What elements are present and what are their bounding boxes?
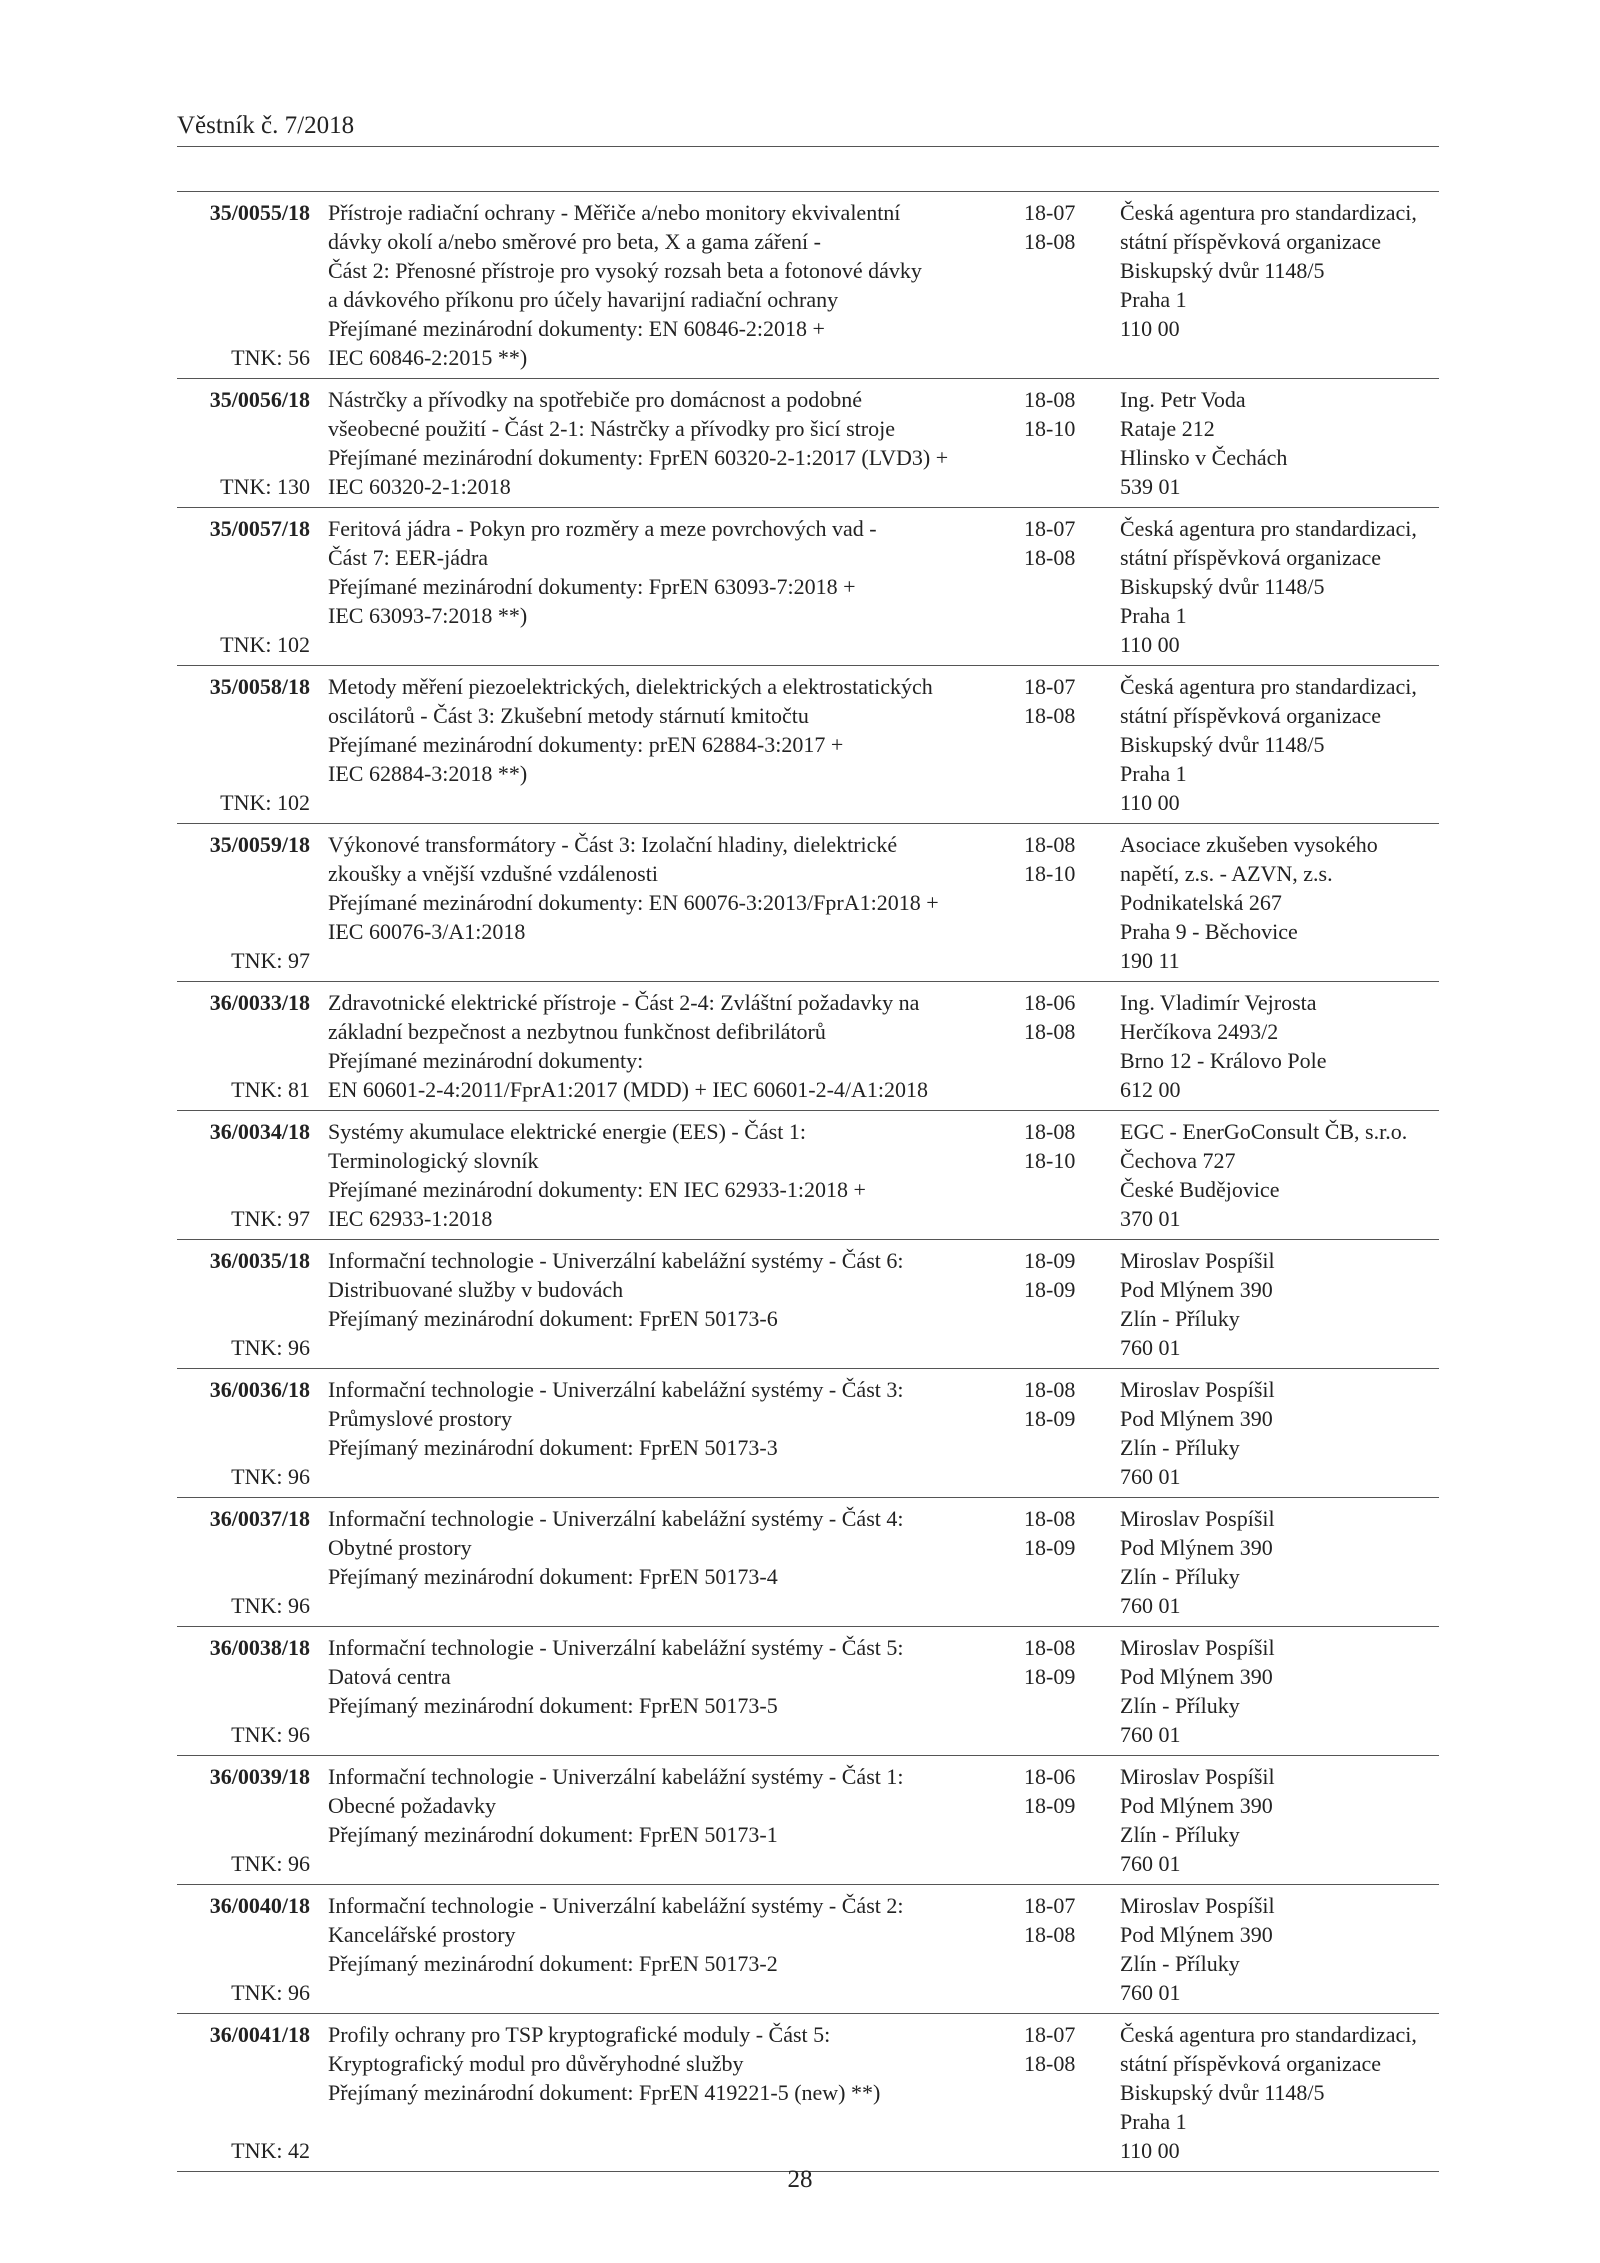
title-line: Nástrčky a přívodky na spotřebiče pro domácnost a podobné xyxy=(328,387,862,412)
date-line: 18-08 xyxy=(1024,1019,1076,1044)
table-row xyxy=(177,1498,1439,1627)
processor-line: Miroslav Pospíšil xyxy=(1120,1764,1275,1789)
standard-title-cell xyxy=(310,385,1020,501)
dates-cell xyxy=(1020,514,1102,659)
title-line: a dávkového příkonu pro účely havarijní radiační ochrany xyxy=(328,287,839,312)
table-row xyxy=(177,1369,1439,1498)
date-line: 18-08 xyxy=(1024,1377,1076,1402)
dates-cell xyxy=(1020,1633,1102,1749)
record-number: 36/0035/18 xyxy=(209,1248,310,1273)
processor-line: Brno 12 - Královo Pole xyxy=(1120,1048,1327,1073)
title-line: Přejímaný mezinárodní dokument: FprEN 50173-4 xyxy=(328,1564,778,1589)
record-id-cell xyxy=(177,1891,310,2007)
processor-line: napětí, z.s. - AZVN, z.s. xyxy=(1120,861,1333,886)
title-line: Zdravotnické elektrické přístroje - Část 2-4: Zvláštní požadavky na xyxy=(328,990,920,1015)
date-line: 18-07 xyxy=(1024,516,1076,541)
table-row xyxy=(177,982,1439,1111)
tnk-code: TNK: 96 xyxy=(231,1722,310,1747)
dates-cell xyxy=(1020,1504,1102,1620)
title-line: Informační technologie - Univerzální kabelážní systémy - Část 6: xyxy=(328,1248,904,1273)
tnk-code: TNK: 96 xyxy=(231,1980,310,2005)
processor-line: 612 00 xyxy=(1120,1077,1181,1102)
tnk-code: TNK: 42 xyxy=(231,2138,310,2163)
record-number: 36/0034/18 xyxy=(209,1119,310,1144)
processor-line: Miroslav Pospíšil xyxy=(1120,1506,1275,1531)
title-line: Část 2: Přenosné přístroje pro vysoký rozsah beta a fotonové dávky xyxy=(328,258,922,283)
standard-title-cell xyxy=(310,1117,1020,1233)
title-line: Metody měření piezoelektrických, dielektrických a elektrostatických xyxy=(328,674,933,699)
header-rule xyxy=(177,146,1439,147)
processor-line: Asociace zkušeben vysokého xyxy=(1120,832,1378,857)
processor-line: Zlín - Příluky xyxy=(1120,1306,1240,1331)
title-line: základní bezpečnost a nezbytnou funkčnost defibrilátorů xyxy=(328,1019,826,1044)
standard-title-cell xyxy=(310,1891,1020,2007)
table-row xyxy=(177,824,1439,982)
standard-title-cell xyxy=(310,830,1020,975)
processor-line: Pod Mlýnem 390 xyxy=(1120,1406,1273,1431)
title-line: Přejímané mezinárodní dokumenty: FprEN 63093-7:2018 + xyxy=(328,574,856,599)
title-line: Informační technologie - Univerzální kabelážní systémy - Část 5: xyxy=(328,1635,904,1660)
title-line: Přejímaný mezinárodní dokument: FprEN 50173-6 xyxy=(328,1306,778,1331)
processor-line: 370 01 xyxy=(1120,1206,1181,1231)
processor-line: 110 00 xyxy=(1120,316,1180,341)
processor-line: státní příspěvková organizace xyxy=(1120,229,1382,254)
standards-table xyxy=(177,191,1439,2172)
dates-cell xyxy=(1020,1117,1102,1233)
title-line: zkoušky a vnější vzdušné vzdálenosti xyxy=(328,861,658,886)
date-line: 18-10 xyxy=(1024,1148,1076,1173)
record-number: 36/0041/18 xyxy=(209,2022,310,2047)
processor-line: 760 01 xyxy=(1120,1464,1181,1489)
title-line: Přejímané mezinárodní dokumenty: FprEN 60320-2-1:2017 (LVD3) + xyxy=(328,445,949,470)
record-id-cell xyxy=(177,1633,310,1749)
processor-line: České Budějovice xyxy=(1120,1177,1280,1202)
processor-line: Hlinsko v Čechách xyxy=(1120,445,1288,470)
dates-cell xyxy=(1020,1246,1102,1362)
title-line: Přejímaný mezinárodní dokument: FprEN 50173-1 xyxy=(328,1822,778,1847)
processor-cell xyxy=(1102,1117,1439,1233)
processor-line: Praha 1 xyxy=(1120,287,1187,312)
title-line: IEC 60846-2:2015 **) xyxy=(328,345,528,370)
dates-cell xyxy=(1020,672,1102,817)
date-line: 18-08 xyxy=(1024,2051,1076,2076)
tnk-code: TNK: 56 xyxy=(231,345,310,370)
processor-line: Čechova 727 xyxy=(1120,1148,1236,1173)
record-number: 35/0058/18 xyxy=(209,674,310,699)
processor-line: státní příspěvková organizace xyxy=(1120,703,1382,728)
processor-line: Zlín - Příluky xyxy=(1120,1693,1240,1718)
title-line: Přejímané mezinárodní dokumenty: xyxy=(328,1048,644,1073)
processor-line: Biskupský dvůr 1148/5 xyxy=(1120,574,1325,599)
processor-line: státní příspěvková organizace xyxy=(1120,2051,1382,2076)
record-id-cell xyxy=(177,1117,310,1233)
processor-line: Miroslav Pospíšil xyxy=(1120,1377,1275,1402)
title-line: Terminologický slovník xyxy=(328,1148,539,1173)
date-line: 18-09 xyxy=(1024,1406,1076,1431)
date-line: 18-10 xyxy=(1024,861,1076,886)
record-number: 35/0057/18 xyxy=(209,516,310,541)
processor-cell xyxy=(1102,198,1439,372)
date-line: 18-09 xyxy=(1024,1277,1076,1302)
date-line: 18-10 xyxy=(1024,416,1076,441)
date-line: 18-09 xyxy=(1024,1793,1076,1818)
date-line: 18-07 xyxy=(1024,1893,1076,1918)
title-line: Kancelářské prostory xyxy=(328,1922,516,1947)
tnk-code: TNK: 81 xyxy=(231,1077,310,1102)
tnk-code: TNK: 97 xyxy=(231,948,310,973)
record-id-cell xyxy=(177,1504,310,1620)
title-line: Přístroje radiační ochrany - Měřiče a/nebo monitory ekvivalentní xyxy=(328,200,901,225)
title-line: Přejímaný mezinárodní dokument: FprEN 50173-5 xyxy=(328,1693,778,1718)
date-line: 18-06 xyxy=(1024,1764,1076,1789)
title-line: Informační technologie - Univerzální kabelážní systémy - Část 4: xyxy=(328,1506,904,1531)
processor-line: 760 01 xyxy=(1120,1335,1181,1360)
table-row xyxy=(177,1111,1439,1240)
title-line: Informační technologie - Univerzální kabelážní systémy - Část 3: xyxy=(328,1377,904,1402)
table-row xyxy=(177,1627,1439,1756)
table-row xyxy=(177,192,1439,379)
standard-title-cell xyxy=(310,672,1020,817)
processor-line: Ing. Petr Voda xyxy=(1120,387,1246,412)
record-id-cell xyxy=(177,830,310,975)
record-id-cell xyxy=(177,672,310,817)
dates-cell xyxy=(1020,1375,1102,1491)
date-line: 18-08 xyxy=(1024,387,1076,412)
processor-cell xyxy=(1102,1633,1439,1749)
processor-line: Podnikatelská 267 xyxy=(1120,890,1282,915)
tnk-code: TNK: 96 xyxy=(231,1335,310,1360)
tnk-code: TNK: 130 xyxy=(220,474,310,499)
dates-cell xyxy=(1020,830,1102,975)
tnk-code: TNK: 102 xyxy=(220,632,310,657)
standard-title-cell xyxy=(310,1633,1020,1749)
title-line: Informační technologie - Univerzální kabelážní systémy - Část 1: xyxy=(328,1764,904,1789)
processor-line: Zlín - Příluky xyxy=(1120,1435,1240,1460)
date-line: 18-09 xyxy=(1024,1664,1076,1689)
record-number: 36/0033/18 xyxy=(209,990,310,1015)
record-number: 35/0059/18 xyxy=(209,832,310,857)
dates-cell xyxy=(1020,988,1102,1104)
processor-line: Biskupský dvůr 1148/5 xyxy=(1120,2080,1325,2105)
standard-title-cell xyxy=(310,988,1020,1104)
processor-line: Pod Mlýnem 390 xyxy=(1120,1535,1273,1560)
standard-title-cell xyxy=(310,1762,1020,1878)
processor-line: Pod Mlýnem 390 xyxy=(1120,1793,1273,1818)
title-line: Přejímaný mezinárodní dokument: FprEN 50173-3 xyxy=(328,1435,778,1460)
processor-line: státní příspěvková organizace xyxy=(1120,545,1382,570)
dates-cell xyxy=(1020,385,1102,501)
processor-line: 760 01 xyxy=(1120,1980,1181,2005)
processor-line: Pod Mlýnem 390 xyxy=(1120,1922,1273,1947)
processor-line: 190 11 xyxy=(1120,948,1180,973)
title-line: Průmyslové prostory xyxy=(328,1406,512,1431)
title-line: Obytné prostory xyxy=(328,1535,472,1560)
record-number: 36/0039/18 xyxy=(209,1764,310,1789)
record-id-cell xyxy=(177,385,310,501)
standard-title-cell xyxy=(310,1375,1020,1491)
processor-line: 760 01 xyxy=(1120,1593,1181,1618)
record-id-cell xyxy=(177,988,310,1104)
processor-line: Zlín - Příluky xyxy=(1120,1564,1240,1589)
processor-line: Praha 1 xyxy=(1120,2109,1187,2134)
processor-line: Praha 1 xyxy=(1120,761,1187,786)
page-number: 28 xyxy=(787,2166,813,2193)
date-line: 18-08 xyxy=(1024,1922,1076,1947)
table-row xyxy=(177,508,1439,666)
processor-line: Česká agentura pro standardizaci, xyxy=(1120,2022,1417,2047)
title-line: Kryptografický modul pro důvěryhodné služby xyxy=(328,2051,744,2076)
title-line: Část 7: EER-jádra xyxy=(328,545,489,570)
processor-cell xyxy=(1102,514,1439,659)
standard-title-cell xyxy=(310,1504,1020,1620)
record-id-cell xyxy=(177,1762,310,1878)
processor-line: Miroslav Pospíšil xyxy=(1120,1248,1275,1273)
record-id-cell xyxy=(177,1375,310,1491)
title-line: Feritová jádra - Pokyn pro rozměry a meze povrchových vad - xyxy=(328,516,877,541)
processor-cell xyxy=(1102,1762,1439,1878)
table-row xyxy=(177,666,1439,824)
record-number: 36/0038/18 xyxy=(209,1635,310,1660)
table-row xyxy=(177,379,1439,508)
record-id-cell xyxy=(177,198,310,372)
processor-line: Rataje 212 xyxy=(1120,416,1215,441)
processor-line: Miroslav Pospíšil xyxy=(1120,1635,1275,1660)
title-line: Přejímané mezinárodní dokumenty: EN IEC 62933-1:2018 + xyxy=(328,1177,866,1202)
title-line: Přejímané mezinárodní dokumenty: EN 60076-3:2013/FprA1:2018 + xyxy=(328,890,939,915)
processor-cell xyxy=(1102,385,1439,501)
title-line: Profily ochrany pro TSP kryptografické moduly - Část 5: xyxy=(328,2022,831,2047)
processor-line: 110 00 xyxy=(1120,2138,1180,2163)
processor-cell xyxy=(1102,2020,1439,2165)
record-number: 36/0036/18 xyxy=(209,1377,310,1402)
processor-line: Praha 9 - Běchovice xyxy=(1120,919,1298,944)
title-line: Distribuované služby v budovách xyxy=(328,1277,624,1302)
date-line: 18-08 xyxy=(1024,703,1076,728)
processor-cell xyxy=(1102,988,1439,1104)
date-line: 18-08 xyxy=(1024,229,1076,254)
date-line: 18-08 xyxy=(1024,1635,1076,1660)
date-line: 18-07 xyxy=(1024,2022,1076,2047)
title-line: dávky okolí a/nebo směrové pro beta, X a gama záření - xyxy=(328,229,821,254)
title-line: oscilátorů - Část 3: Zkušební metody stárnutí kmitočtu xyxy=(328,703,809,728)
table-row xyxy=(177,1885,1439,2014)
date-line: 18-08 xyxy=(1024,545,1076,570)
processor-line: Pod Mlýnem 390 xyxy=(1120,1277,1273,1302)
processor-line: 760 01 xyxy=(1120,1851,1181,1876)
dates-cell xyxy=(1020,1891,1102,2007)
processor-line: 539 01 xyxy=(1120,474,1181,499)
page-header: Věstník č. 7/2018 xyxy=(177,112,355,139)
processor-line: 760 01 xyxy=(1120,1722,1181,1747)
processor-line: Herčíkova 2493/2 xyxy=(1120,1019,1279,1044)
processor-line: Zlín - Příluky xyxy=(1120,1822,1240,1847)
record-id-cell xyxy=(177,514,310,659)
processor-line: EGC - EnerGoConsult ČB, s.r.o. xyxy=(1120,1119,1408,1144)
record-number: 35/0056/18 xyxy=(209,387,310,412)
date-line: 18-09 xyxy=(1024,1535,1076,1560)
standard-title-cell xyxy=(310,1246,1020,1362)
processor-line: Biskupský dvůr 1148/5 xyxy=(1120,732,1325,757)
processor-line: Pod Mlýnem 390 xyxy=(1120,1664,1273,1689)
processor-line: Zlín - Příluky xyxy=(1120,1951,1240,1976)
title-line: Datová centra xyxy=(328,1664,451,1689)
title-line: Výkonové transformátory - Část 3: Izolační hladiny, dielektrické xyxy=(328,832,898,857)
processor-line: 110 00 xyxy=(1120,632,1180,657)
title-line: všeobecné použití - Část 2-1: Nástrčky a přívodky pro šicí stroje xyxy=(328,416,895,441)
standard-title-cell xyxy=(310,2020,1020,2165)
dates-cell xyxy=(1020,1762,1102,1878)
processor-line: Česká agentura pro standardizaci, xyxy=(1120,200,1417,225)
processor-line: Miroslav Pospíšil xyxy=(1120,1893,1275,1918)
processor-line: Praha 1 xyxy=(1120,603,1187,628)
processor-cell xyxy=(1102,830,1439,975)
date-line: 18-08 xyxy=(1024,1119,1076,1144)
dates-cell xyxy=(1020,2020,1102,2165)
tnk-code: TNK: 102 xyxy=(220,790,310,815)
date-line: 18-06 xyxy=(1024,990,1076,1015)
title-line: Informační technologie - Univerzální kabelážní systémy - Část 2: xyxy=(328,1893,904,1918)
record-number: 36/0040/18 xyxy=(209,1893,310,1918)
date-line: 18-07 xyxy=(1024,200,1076,225)
tnk-code: TNK: 97 xyxy=(231,1206,310,1231)
table-row xyxy=(177,2014,1439,2172)
title-line: IEC 60320-2-1:2018 xyxy=(328,474,511,499)
processor-cell xyxy=(1102,1504,1439,1620)
record-number: 36/0037/18 xyxy=(209,1506,310,1531)
table-row xyxy=(177,1756,1439,1885)
processor-line: Ing. Vladimír Vejrosta xyxy=(1120,990,1317,1015)
title-line: Obecné požadavky xyxy=(328,1793,496,1818)
processor-cell xyxy=(1102,1246,1439,1362)
processor-line: Česká agentura pro standardizaci, xyxy=(1120,516,1417,541)
processor-cell xyxy=(1102,1375,1439,1491)
date-line: 18-08 xyxy=(1024,1506,1076,1531)
title-line: IEC 62933-1:2018 xyxy=(328,1206,493,1231)
processor-line: Biskupský dvůr 1148/5 xyxy=(1120,258,1325,283)
title-line: Systémy akumulace elektrické energie (EES) - Část 1: xyxy=(328,1119,806,1144)
processor-cell xyxy=(1102,672,1439,817)
dates-cell xyxy=(1020,198,1102,372)
standard-title-cell xyxy=(310,514,1020,659)
record-id-cell xyxy=(177,1246,310,1362)
title-line: EN 60601-2-4:2011/FprA1:2017 (MDD) + IEC 60601-2-4/A1:2018 xyxy=(328,1077,929,1102)
title-line: Přejímaný mezinárodní dokument: FprEN 50173-2 xyxy=(328,1951,778,1976)
date-line: 18-07 xyxy=(1024,674,1076,699)
tnk-code: TNK: 96 xyxy=(231,1851,310,1876)
title-line: Přejímané mezinárodní dokumenty: prEN 62884-3:2017 + xyxy=(328,732,844,757)
title-line: IEC 63093-7:2018 **) xyxy=(328,603,528,628)
date-line: 18-08 xyxy=(1024,832,1076,857)
table-row xyxy=(177,1240,1439,1369)
standard-title-cell xyxy=(310,198,1020,372)
title-line: Přejímané mezinárodní dokumenty: EN 60846-2:2018 + xyxy=(328,316,825,341)
title-line: IEC 60076-3/A1:2018 xyxy=(328,919,526,944)
title-line: IEC 62884-3:2018 **) xyxy=(328,761,528,786)
record-id-cell xyxy=(177,2020,310,2165)
title-line: Přejímaný mezinárodní dokument: FprEN 419221-5 (new) **) xyxy=(328,2080,881,2105)
processor-line: Česká agentura pro standardizaci, xyxy=(1120,674,1417,699)
processor-line: 110 00 xyxy=(1120,790,1180,815)
tnk-code: TNK: 96 xyxy=(231,1593,310,1618)
date-line: 18-09 xyxy=(1024,1248,1076,1273)
tnk-code: TNK: 96 xyxy=(231,1464,310,1489)
record-number: 35/0055/18 xyxy=(209,200,310,225)
processor-cell xyxy=(1102,1891,1439,2007)
